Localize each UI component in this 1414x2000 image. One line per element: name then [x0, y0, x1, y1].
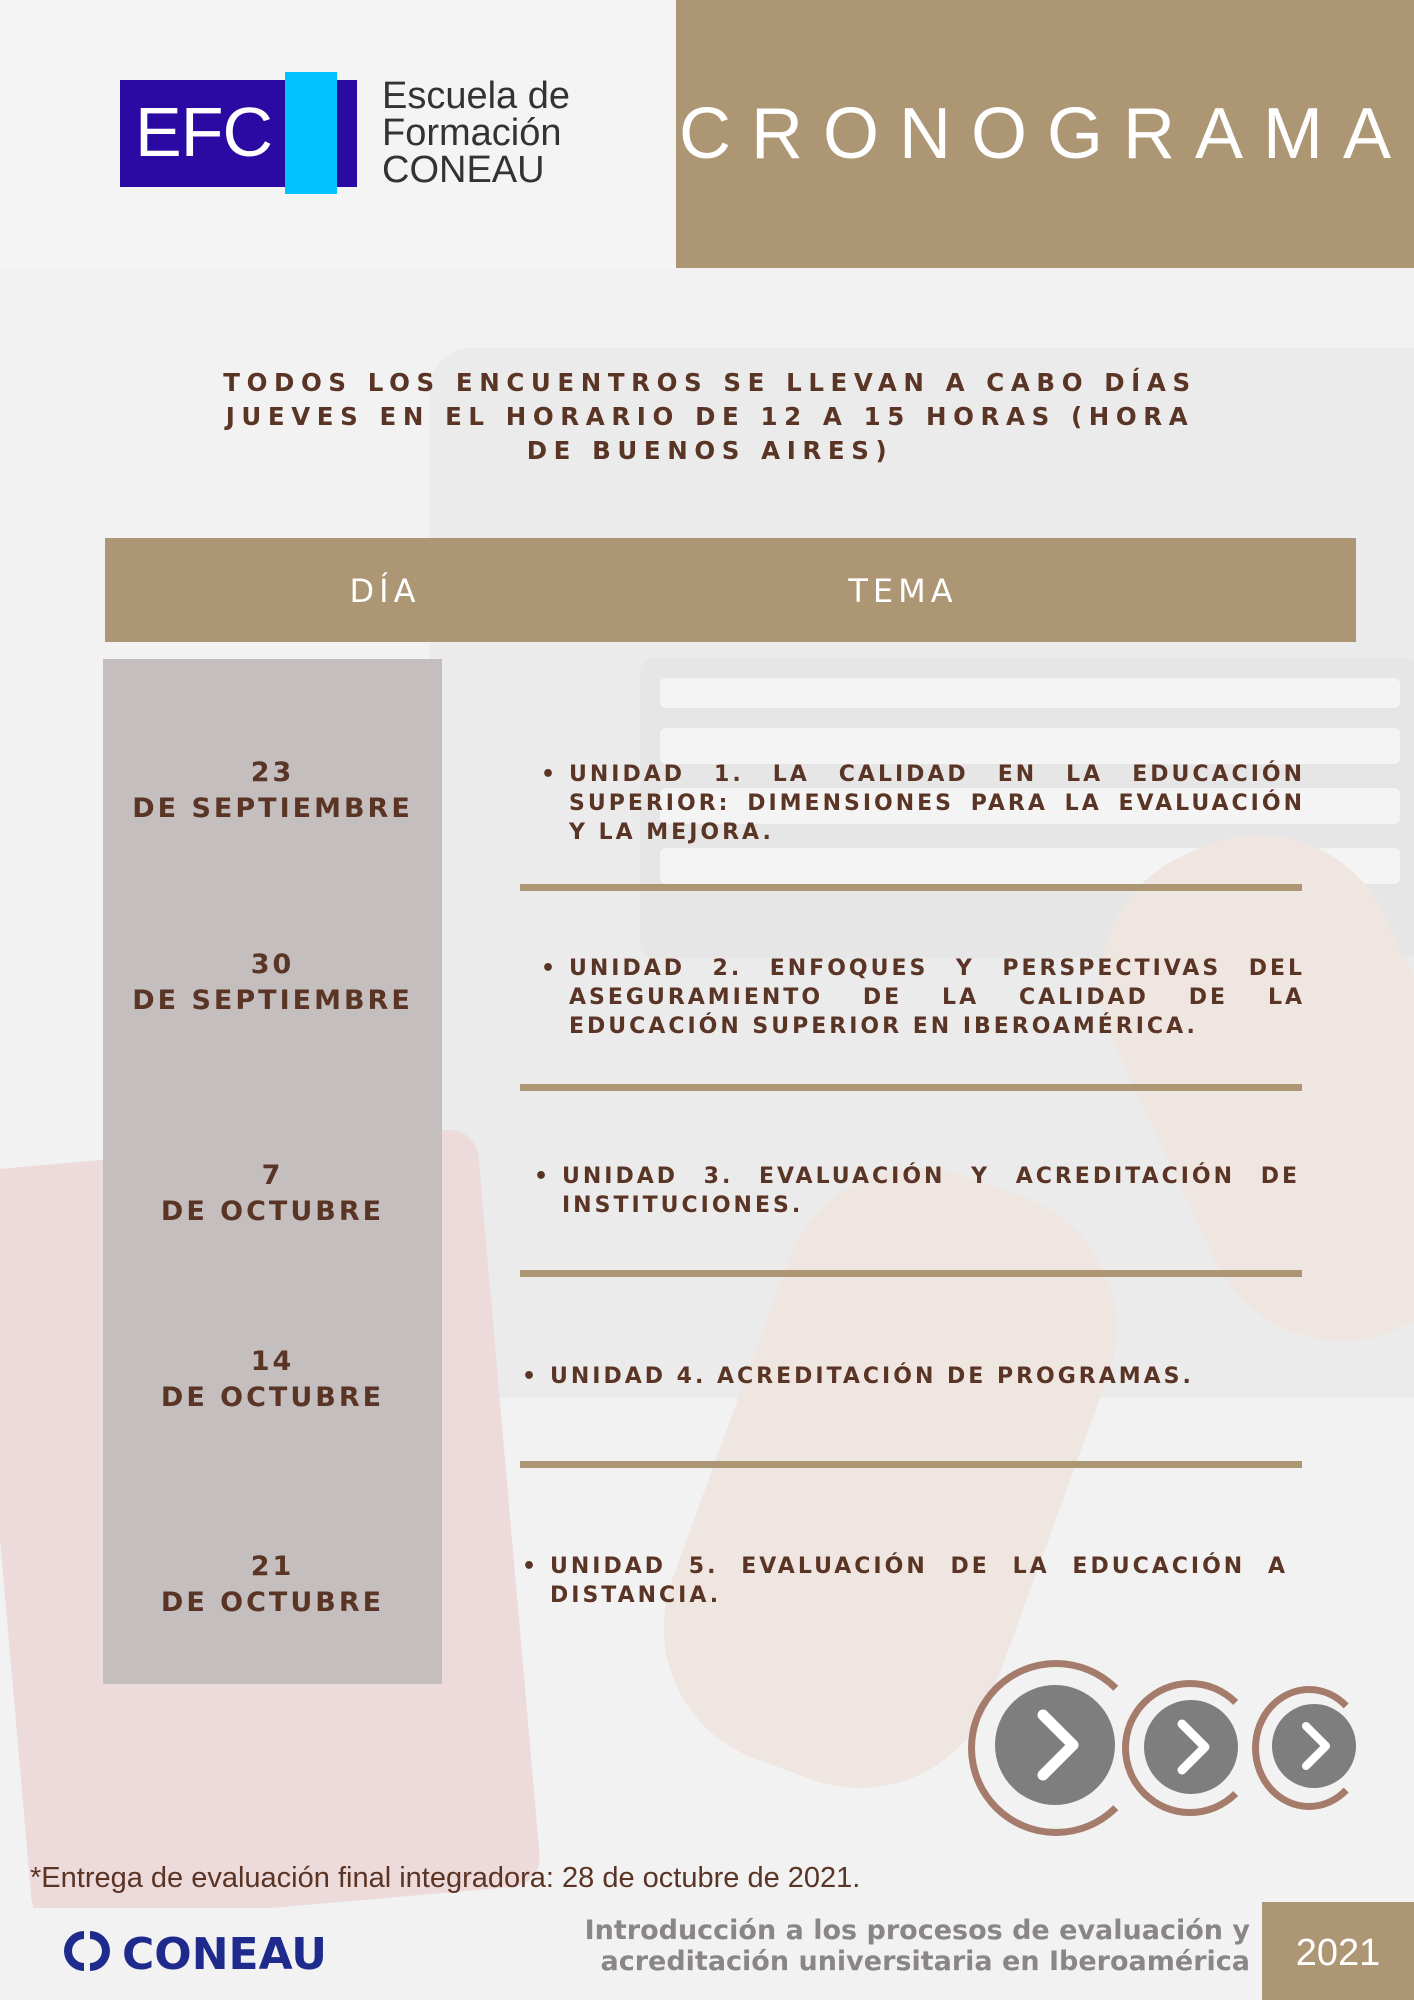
session-topic-text: UNIDAD 2. ENFOQUES Y PERSPECTIVAS DEL ASEGURAMIENTO DE LA CALIDAD DE LA EDUCACIÓN SUPERIOR EN IBEROAMÉRICA. [569, 956, 1305, 1039]
course-name-line: acreditación universitaria en Iberoamérica [600, 1946, 1250, 1977]
header-logo-area [0, 0, 676, 268]
session-topic [541, 954, 1305, 1041]
row-divider [520, 1084, 1302, 1091]
efc-logo-name [382, 75, 571, 191]
session-month: DE OCTUBRE [160, 1587, 385, 1618]
bullet-icon: • [541, 956, 559, 981]
course-name [560, 1915, 1250, 1977]
session-month: DE OCTUBRE [160, 1382, 385, 1413]
efc-logo-dark-bar [337, 80, 357, 187]
session-month: DE SEPTIEMBRE [132, 793, 413, 824]
row-divider [520, 884, 1302, 891]
session-day: 23 [250, 757, 295, 788]
logo-name-line: CONEAU [382, 149, 545, 191]
session-month: DE OCTUBRE [160, 1196, 385, 1227]
page-title: CRONOGRAMA [678, 94, 1412, 174]
session-date [103, 1344, 442, 1416]
efc-logo-mark: EFC [135, 93, 272, 171]
session-topic-text: UNIDAD 1. LA CALIDAD EN LA EDUCACIÓN SUPERIOR: DIMENSIONES PARA LA EVALUACIÓN Y LA MEJORA. [569, 762, 1305, 845]
bullet-icon: • [534, 1164, 552, 1189]
session-topic [534, 1162, 1300, 1220]
coneau-logo [60, 1925, 420, 1981]
header-title-panel [676, 0, 1414, 268]
date-column [103, 659, 442, 1684]
session-topic-text: UNIDAD 5. EVALUACIÓN DE LA EDUCACIÓN A DISTANCIA. [550, 1554, 1288, 1608]
logo-name-line: Escuela de [382, 75, 571, 117]
session-day: 7 [261, 1160, 284, 1191]
logo-name-line: Formación [382, 112, 562, 154]
session-day: 14 [250, 1346, 295, 1377]
coneau-logo-text: CONEAU [122, 1929, 328, 1977]
session-topic [522, 1552, 1288, 1610]
session-date [103, 755, 442, 827]
session-topic [522, 1362, 1300, 1391]
column-header-day: DÍA [349, 572, 421, 610]
footnote: *Entrega de evaluación final integradora: 28 de octubre de 2021. [30, 1862, 861, 1894]
year-badge [1262, 1902, 1414, 2000]
row-divider [520, 1461, 1302, 1468]
column-header-topic: TEMA [848, 572, 958, 610]
session-topic [541, 760, 1305, 847]
row-divider [520, 1270, 1302, 1277]
chevron-right-icon [1272, 1704, 1356, 1788]
chevron-right-icon [1144, 1700, 1238, 1794]
session-topic-text: UNIDAD 4. ACREDITACIÓN DE PROGRAMAS. [550, 1364, 1194, 1389]
course-name-line: Introducción a los procesos de evaluación y [584, 1915, 1250, 1946]
session-day: 21 [250, 1551, 295, 1582]
schedule-intro-text: TODOS LOS ENCUENTROS SE LLEVAN A CABO DÍAS JUEVES EN EL HORARIO DE 12 A 15 HORAS (HORA DE BUENOS AIRES) [223, 368, 1197, 465]
session-topic-text: UNIDAD 3. EVALUACIÓN Y ACREDITACIÓN DE INSTITUCIONES. [562, 1164, 1300, 1218]
session-month: DE SEPTIEMBRE [132, 985, 413, 1016]
table-header [105, 538, 1356, 642]
bullet-icon: • [522, 1554, 540, 1579]
session-day: 30 [250, 949, 295, 980]
session-date [103, 947, 442, 1019]
efc-logo-cyan-bar [285, 72, 337, 194]
bullet-icon: • [522, 1364, 540, 1389]
bullet-icon: • [541, 762, 559, 787]
session-date [103, 1158, 442, 1230]
chevron-right-icon [995, 1685, 1115, 1805]
session-date [103, 1549, 442, 1621]
year-label: 2021 [1295, 1932, 1381, 1974]
